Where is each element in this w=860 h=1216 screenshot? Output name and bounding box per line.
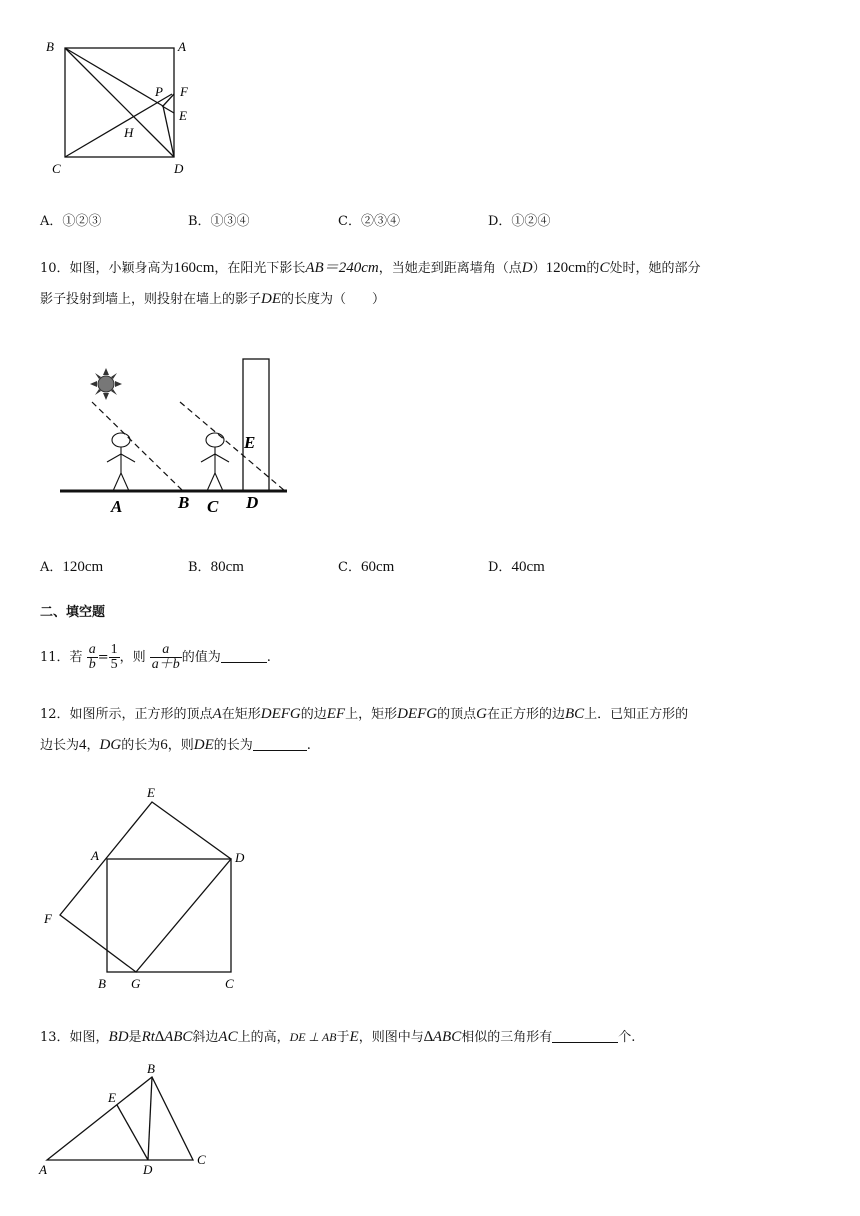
q10-line2: 影子投射到墙上，则投射在墙上的影子DE的长度为（ ） bbox=[40, 291, 386, 307]
label-B: B bbox=[46, 39, 54, 54]
q9-option-a: A．①②③ bbox=[40, 214, 102, 229]
sun-icon bbox=[90, 368, 122, 400]
figure-q10-shadow bbox=[55, 350, 305, 525]
label-B: B bbox=[178, 493, 190, 512]
label-C: C bbox=[225, 976, 234, 991]
label-D: D bbox=[174, 161, 184, 176]
label-P: P bbox=[155, 84, 163, 99]
label-E: E bbox=[179, 108, 187, 123]
answer-blank[interactable] bbox=[552, 1028, 618, 1043]
q10-option-a: A．120cm bbox=[40, 559, 104, 575]
q9-option-c: C．②③④ bbox=[338, 214, 400, 229]
q11-text: 11．若 $\frac{a}{b}$ = $\frac{1}{5}$ ，则 $\frac{a}{a+b}$ 的值为 . bbox=[40, 642, 271, 672]
label-E: E bbox=[108, 1090, 116, 1105]
q12-line1: 12．如图所示，正方形的顶点A在矩形DEFG的边EF上，矩形DEFG的顶点G在正方形的边BC上．已知正方形的 bbox=[40, 706, 689, 722]
label-F: F bbox=[180, 84, 188, 99]
figure-q13-right-triangle bbox=[35, 1060, 220, 1180]
q12-text bbox=[40, 699, 830, 761]
label-A: A bbox=[178, 39, 186, 54]
label-A: A bbox=[91, 848, 99, 863]
label-H: H bbox=[124, 125, 134, 140]
q10-option-c: C．60cm bbox=[338, 559, 395, 575]
label-C: C bbox=[197, 1152, 206, 1167]
q12-line2: 边长为4，DG的长为6，则DE的长为 . bbox=[40, 737, 311, 753]
q10-option-b: B．80cm bbox=[188, 559, 244, 575]
q10-text bbox=[40, 253, 830, 315]
label-E: E bbox=[244, 433, 256, 452]
q10-option-d: D．40cm bbox=[488, 559, 545, 575]
label-B: B bbox=[147, 1061, 155, 1076]
figure-q9-square bbox=[40, 30, 220, 180]
section-heading: 二、填空题 bbox=[40, 605, 106, 620]
label-D: D bbox=[246, 493, 259, 512]
q13-text: 13．如图，BD是Rt∆ABC斜边AC上的高，DE ⊥ AB于E，则图中与∆ABC相似的三角形有 个. bbox=[40, 1029, 636, 1045]
label-A: A bbox=[39, 1162, 47, 1177]
fraction-a-over-a-plus-b: $\frac{a}{a+b}$ bbox=[151, 642, 180, 672]
label-D: D bbox=[143, 1162, 153, 1177]
q9-option-d: D．①②④ bbox=[488, 214, 551, 229]
label-C: C bbox=[52, 161, 61, 176]
answer-blank[interactable] bbox=[253, 736, 307, 751]
q10-line1: 10．如图，小颖身高为160cm，在阳光下影长AB＝240cm，当她走到距离墙角（点D）120cm的C处时，她的部分 bbox=[40, 260, 701, 276]
label-F: F bbox=[44, 911, 52, 926]
answer-blank[interactable] bbox=[221, 648, 267, 663]
label-A: A bbox=[111, 497, 123, 516]
label-G: G bbox=[131, 976, 141, 991]
q9-option-b: B．①③④ bbox=[188, 214, 250, 229]
label-C: C bbox=[207, 497, 219, 516]
label-E: E bbox=[147, 785, 155, 800]
figure-q12-square-rectangle bbox=[40, 780, 260, 995]
fraction-one-fifth: $\frac{1}{5}$ bbox=[110, 642, 118, 672]
label-D: D bbox=[235, 850, 245, 865]
fraction-a-over-b: $\frac{a}{b}$ bbox=[88, 642, 96, 672]
label-B: B bbox=[98, 976, 106, 991]
